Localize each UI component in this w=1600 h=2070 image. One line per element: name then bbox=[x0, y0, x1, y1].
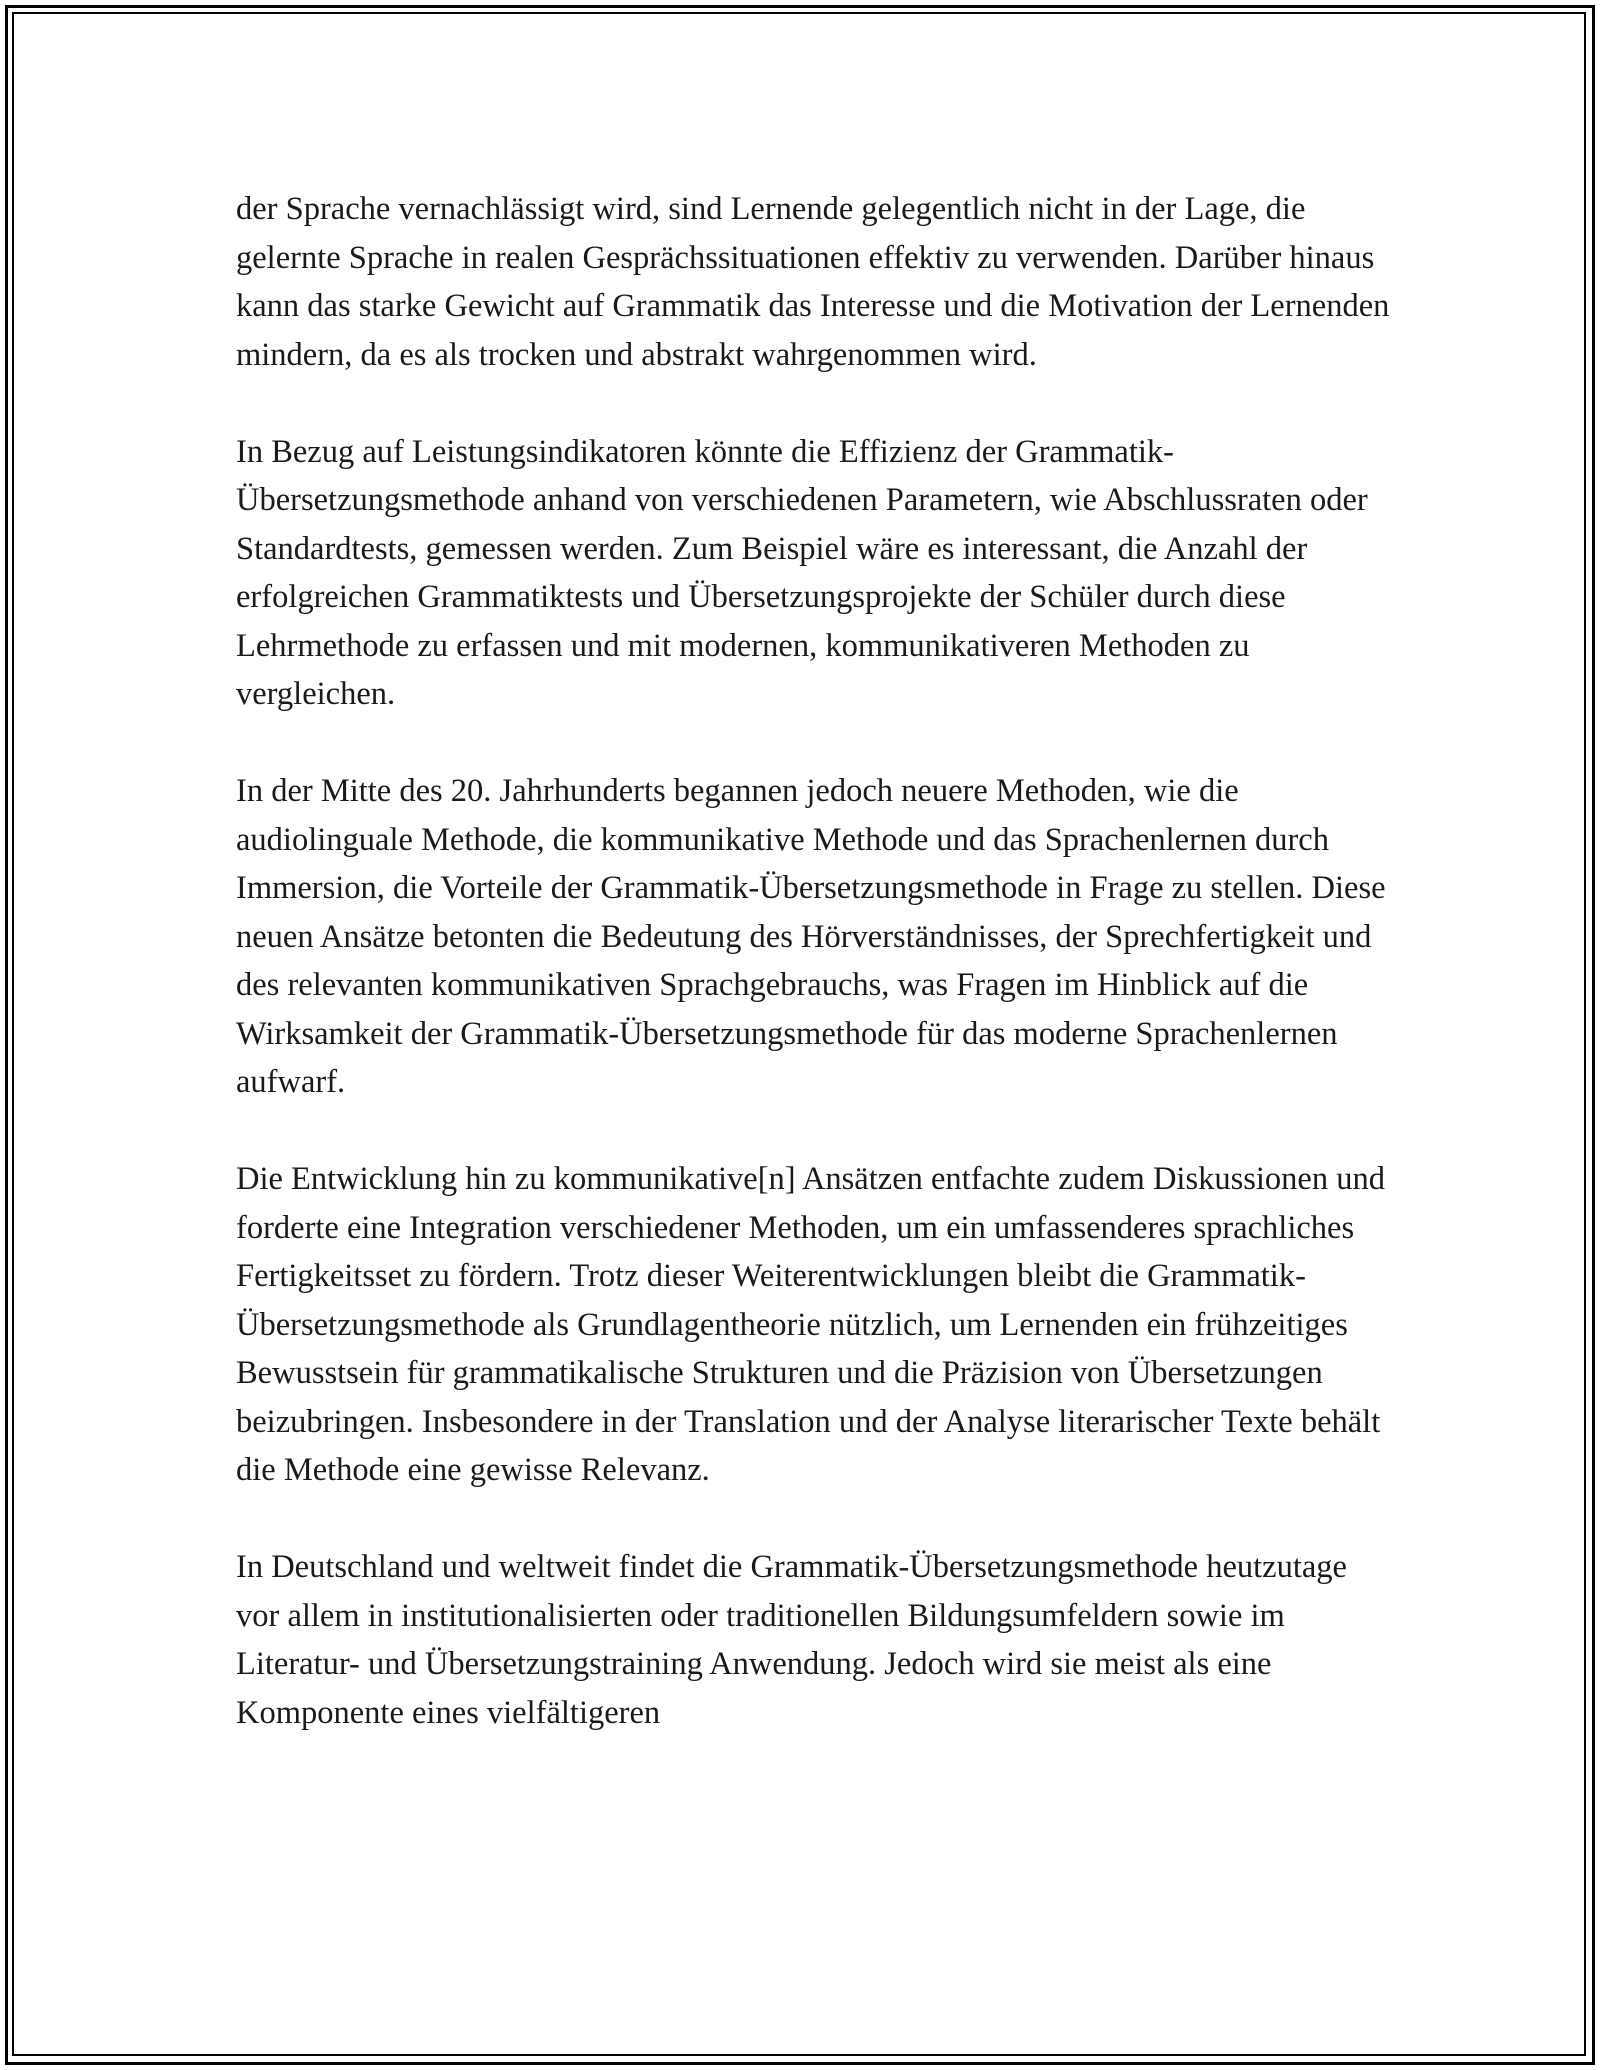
document-body bbox=[236, 185, 1396, 1737]
paragraph-5: In Deutschland und weltweit findet die Grammatik-Übersetzungsmethode heutzutage vor allem in institutionalisierten oder traditionellen Bildungsumfeldern sowie im Literatur- und Übersetzungstraining Anwendung. Jedoch wird sie meist als eine Komponente eines vielfältigeren bbox=[236, 1549, 1347, 1731]
paragraph-4: Die Entwicklung hin zu kommunikative[n] Ansätzen entfachte zudem Diskussionen und forderte eine Integration verschiedener Methoden, um ein umfassenderes sprachliches Fertigkeitsset zu fördern. Trotz dieser Weiterentwicklungen bleibt die Grammatik-Übersetzungsmethode als Grundlagentheorie nützlich, um Lernenden ein frühzeitiges Bewusstsein für grammatikalische Strukturen und die Präzision von Übersetzungen beizubringen. Insbesondere in der Translation und der Analyse literarischer Texte behält die Methode eine gewisse Relevanz. bbox=[236, 1161, 1385, 1488]
paragraph-2: In Bezug auf Leistungsindikatoren könnte die Effizienz der Grammatik-Übersetzungsmethode anhand von verschiedenen Parametern, wie Abschlussraten oder Standardtests, gemessen werden. Zum Beispiel wäre es interessant, die Anzahl der erfolgreichen Grammatiktests und Übersetzungsprojekte der Schüler durch diese Lehrmethode zu erfassen und mit modernen, kommunikativeren Methoden zu vergleichen. bbox=[236, 433, 1368, 712]
paragraph-1: der Sprache vernachlässigt wird, sind Lernende gelegentlich nicht in der Lage, die gelernte Sprache in realen Gesprächssituationen effektiv zu verwenden. Darüber hinaus kann das starke Gewicht auf Grammatik das Interesse und die Motivation der Lernenden mindern, da es als trocken und abstrakt wahrgenommen wird. bbox=[236, 191, 1390, 373]
paragraph-3: In der Mitte des 20. Jahrhunderts begannen jedoch neuere Methoden, wie die audiolinguale Methode, die kommunikative Methode und das Sprachenlernen durch Immersion, die Vorteile der Grammatik-Übersetzungsmethode in Frage zu stellen. Diese neuen Ansätze betonten die Bedeutung des Hörverständnisses, der Sprechfertigkeit und des relevanten kommunikativen Sprachgebrauchs, was Fragen im Hinblick auf die Wirksamkeit der Grammatik-Übersetzungsmethode für das moderne Sprachenlernen aufwarf. bbox=[236, 773, 1386, 1100]
